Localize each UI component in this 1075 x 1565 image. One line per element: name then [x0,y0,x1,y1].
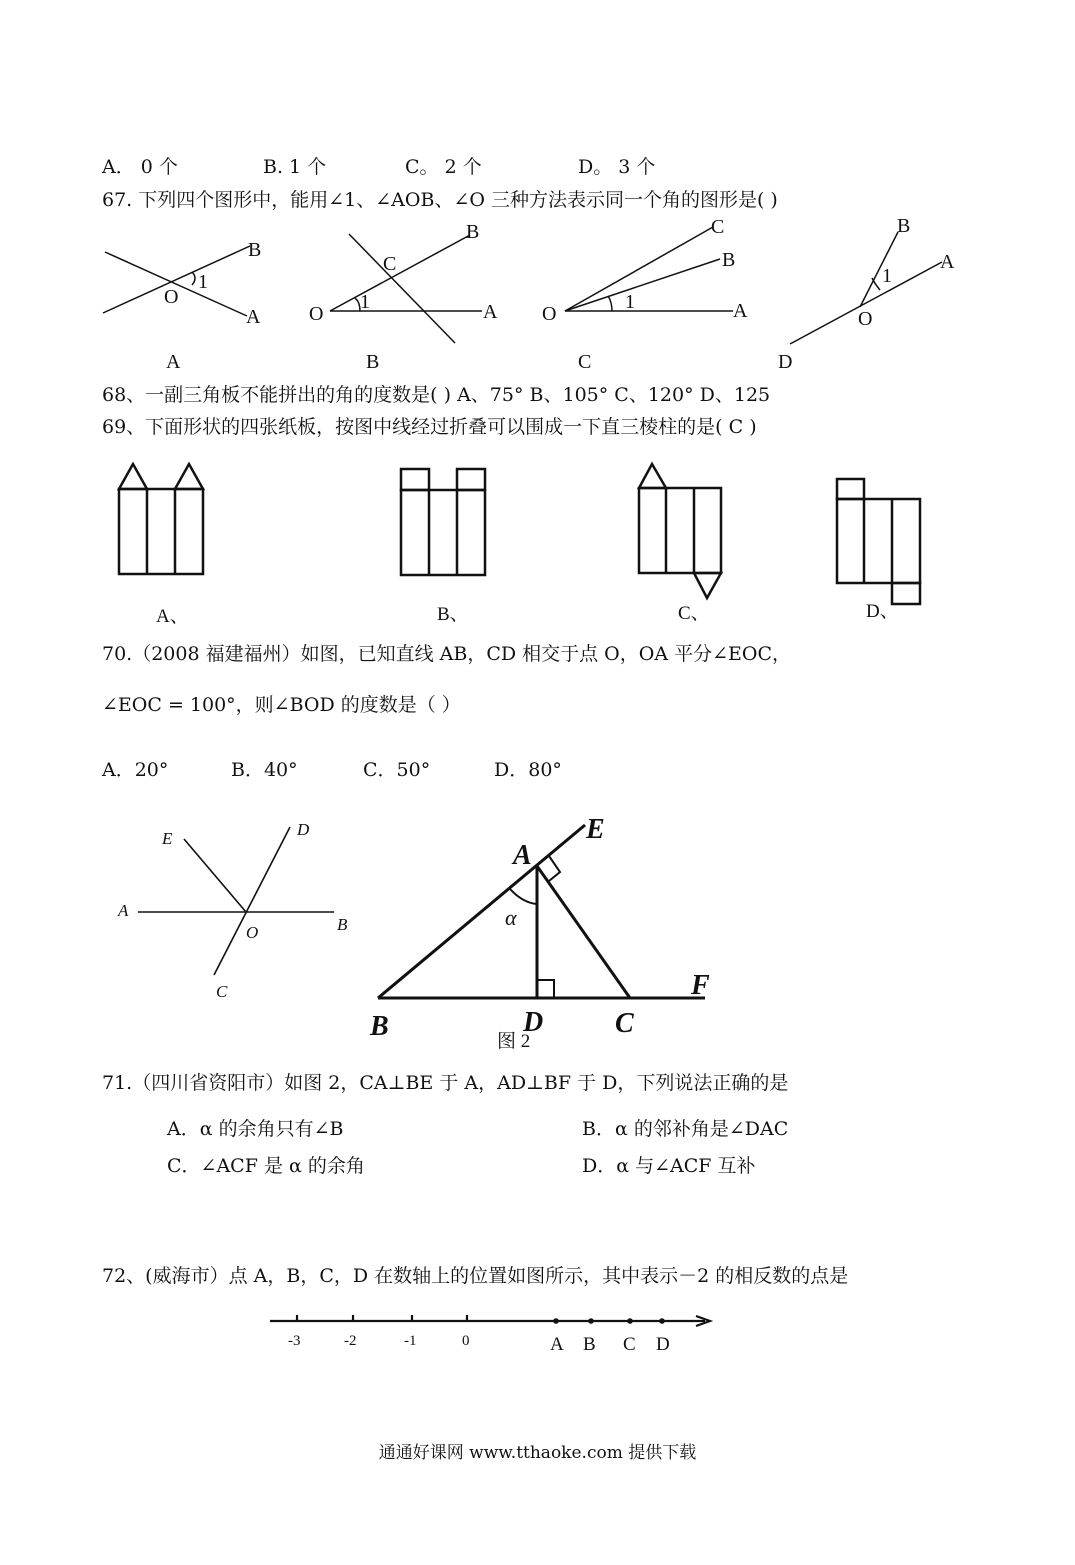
q69d-top-square [837,479,864,499]
q71-question: 71.（四川省资阳市）如图 2，CA⊥BE 于 A，AD⊥BF 于 D，下列说法正确的是 [102,1072,789,1094]
q67-figure-a-label: A [166,351,181,373]
q67b-label-c: C [383,253,397,275]
q71-option-c: C．∠ACF 是 α 的余角 [167,1155,365,1177]
tick-label-neg3: -3 [288,1333,301,1349]
q67c-label-a: A [733,300,748,322]
fig2-label-f: F [691,970,710,1001]
fig2-label-b: B [370,1011,389,1042]
q69c-body [639,488,721,573]
fig2-label-a: A [513,840,532,871]
q67b-line-ob [330,235,470,311]
q66-option-c: C。 2 个 [405,156,482,178]
number-line-point-a [553,1318,559,1324]
fig2-line-ac [537,866,630,998]
q67d-line-oa [790,262,942,344]
q67-figure-d-label: D [778,351,793,373]
q72-number-line [260,1305,730,1365]
fig2-label-c: C [615,1008,634,1039]
q67b-label-b: B [466,221,480,243]
q67-figures [0,210,1075,380]
tick-label-neg2: -2 [344,1333,357,1349]
q67a-label-o: O [164,286,179,308]
q67a-label-a: A [246,306,261,328]
q69a-triangle-right [175,464,203,489]
q69d-body [837,499,920,583]
q70-option-a: A．20° [102,759,169,781]
q69a-body [119,489,203,574]
tick-label-0: 0 [462,1333,470,1349]
fig2-label-e: E [586,814,605,845]
q67c-angle-arc [608,296,612,311]
point-label-a: A [550,1334,564,1355]
q67c-label-1: 1 [625,291,635,313]
q70-option-c: C．50° [363,759,431,781]
q67a-label-1: 1 [198,271,208,293]
q69a-triangle-left [119,464,147,489]
q70-question-line2: ∠EOC = 100°，则∠BOD 的度数是（ ） [102,694,461,716]
q71-option-a: A．α 的余角只有∠B [167,1118,344,1140]
q70-label-e: E [162,829,173,848]
q67-question: 67. 下列四个图形中，能用∠1、∠AOB、∠O 三种方法表示同一个角的图形是( ) [102,189,778,211]
q66-option-a: A． 0 个 [102,156,178,178]
q70-figure [100,815,370,1005]
q69b-top-left [401,469,429,490]
q67d-label-1: 1 [882,265,892,287]
number-line-point-d [659,1318,665,1324]
q67c-label-b: B [722,249,736,271]
q69-figure-b-label: B、 [437,604,469,625]
fig2-label-alpha: α [505,905,517,930]
q69b-body [401,490,485,575]
q71-option-b: B．α 的邻补角是∠DAC [582,1118,789,1140]
q67d-angle-arc [872,278,880,290]
q66-option-b: B. 1 个 [263,156,327,178]
fig2-right-angle-d [537,980,554,998]
q70-line-cd [214,827,290,975]
q70-label-o: O [246,923,259,942]
q67b-label-a: A [483,301,498,323]
q70-ray-oe [184,839,246,912]
q69-figure-d-label: D、 [866,601,899,622]
q70-question-line1: 70.（2008 福建福州）如图，已知直线 AB，CD 相交于点 O，OA 平分∠EOC， [102,643,792,665]
q69c-triangle-top [639,464,666,488]
q67-figure-c-label: C [578,351,592,373]
fig2-line-be [378,825,585,998]
q70-label-d: D [297,820,310,839]
q66-option-d: D。 3 个 [578,156,656,178]
q69b-top-right [457,469,485,490]
q70-option-b: B．40° [231,759,298,781]
q67a-angle-arc [192,272,195,285]
fig2-caption: 图 2 [497,1031,531,1052]
fig2-alpha-arc [510,889,537,904]
fig2-label-d: D [523,1007,544,1038]
q69-figure-c-label: C、 [678,603,710,624]
q71-option-d: D．α 与∠ACF 互补 [582,1155,756,1177]
q69-figures [0,455,1075,630]
q67b-label-o: O [309,303,324,325]
q69-figure-a-label: A、 [156,606,189,627]
q67b-line-c [349,234,455,343]
number-line-point-c [627,1318,633,1324]
number-line-point-b [588,1318,594,1324]
point-label-c: C [623,1334,636,1355]
q67d-label-b: B [897,215,911,237]
point-label-d: D [656,1334,670,1355]
point-label-b: B [583,1334,596,1355]
q70-label-b: B [337,915,348,934]
q69-question: 69、下面形状的四张纸板，按图中线经过折叠可以围成一下直三棱柱的是( C ) [102,416,757,438]
fig2-right-angle-a [549,856,560,881]
q67c-label-o: O [542,303,557,325]
q67-figure-b-label: B [366,351,380,373]
tick-label-neg1: -1 [404,1333,417,1349]
q67a-label-b: B [248,239,262,261]
q70-label-a: A [118,901,129,920]
q67b-label-1: 1 [360,291,370,313]
q69c-triangle-bottom [694,573,721,598]
q67c-label-c: C [711,216,725,238]
page-footer: 通通好课网 www.tthaoke.com 提供下载 [378,1443,697,1463]
q72-question: 72、(威海市）点 A，B，C，D 在数轴上的位置如图所示，其中表示－2 的相反数的点是 [102,1265,849,1287]
figure-2 [360,810,730,1060]
q67d-label-o: O [858,308,873,330]
q67d-label-a: A [940,251,955,273]
q70-option-d: D．80° [494,759,562,781]
q68-question: 68、一副三角板不能拼出的角的度数是( ) A、75° B、105° C、120° D、125 [102,384,771,406]
q70-label-c: C [216,982,228,1001]
